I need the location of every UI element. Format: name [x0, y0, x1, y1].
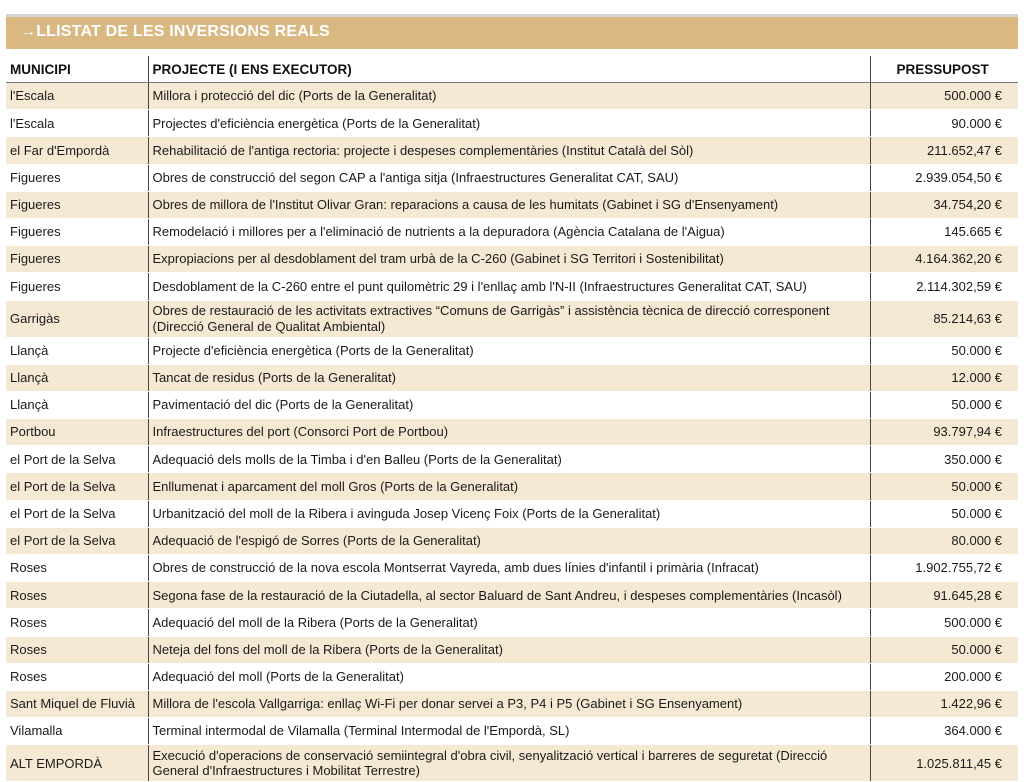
table-row [6, 391, 1018, 418]
projecte-cell: Urbanització del moll de la Ribera i avinguda Josep Vicenç Foix (Ports de la Generalitat) [148, 500, 870, 527]
municipi-cell: Figueres [6, 273, 148, 300]
municipi-cell: el Port de la Selva [6, 473, 148, 500]
municipi-cell: el Port de la Selva [6, 446, 148, 473]
table-row [6, 500, 1018, 527]
municipi-cell: Llançà [6, 364, 148, 391]
municipi-cell: Llançà [6, 337, 148, 364]
table-header-row [6, 56, 1018, 83]
municipi-cell: Garrigàs [6, 300, 148, 337]
municipi-cell: Roses [6, 636, 148, 663]
municipi-cell: Roses [6, 663, 148, 690]
table-row [6, 555, 1018, 582]
projecte-cell: Neteja del fons del moll de la Ribera (Ports de la Generalitat) [148, 636, 870, 663]
pressupost-cell: 50.000 € [870, 391, 1018, 418]
pressupost-cell: 90.000 € [870, 110, 1018, 137]
projecte-cell: Obres de millora de l'Institut Olivar Gran: reparacions a causa de les humitats (Gabinet i SG d'Ensenyament) [148, 191, 870, 218]
projecte-cell: Pavimentació del dic (Ports de la Generalitat) [148, 391, 870, 418]
table-row [6, 718, 1018, 745]
projecte-cell: Adequació del moll de la Ribera (Ports de la Generalitat) [148, 609, 870, 636]
projecte-cell: Adequació de l'espigó de Sorres (Ports de la Generalitat) [148, 527, 870, 554]
table-row [6, 745, 1018, 782]
projecte-cell: Terminal intermodal de Vilamalla (Terminal Intermodal de l'Empordà, SL) [148, 718, 870, 745]
table-row [6, 137, 1018, 164]
pressupost-cell: 500.000 € [870, 83, 1018, 110]
table-row [6, 273, 1018, 300]
municipi-cell: Figueres [6, 218, 148, 245]
column-header-projecte: PROJECTE (I ENS EXECUTOR) [148, 56, 870, 83]
table-row [6, 419, 1018, 446]
pressupost-cell: 80.000 € [870, 527, 1018, 554]
projecte-cell: Millora i protecció del dic (Ports de la Generalitat) [148, 83, 870, 110]
municipi-cell: Portbou [6, 419, 148, 446]
table-row [6, 218, 1018, 245]
municipi-cell: Roses [6, 609, 148, 636]
table-row [6, 110, 1018, 137]
municipi-cell: Figueres [6, 191, 148, 218]
pressupost-cell: 93.797,94 € [870, 419, 1018, 446]
projecte-cell: Remodelació i millores per a l'eliminació de nutrients a la depuradora (Agència Catalana de l'Aigua) [148, 218, 870, 245]
pressupost-cell: 2.939.054,50 € [870, 164, 1018, 191]
municipi-cell: Llançà [6, 391, 148, 418]
projecte-cell: Desdoblament de la C-260 entre el punt quilomètric 29 i l'enllaç amb l'N-II (Infraestructures Generalitat CAT, SAU) [148, 273, 870, 300]
pressupost-cell: 50.000 € [870, 636, 1018, 663]
pressupost-cell: 1.422,96 € [870, 690, 1018, 717]
pressupost-cell: 200.000 € [870, 663, 1018, 690]
projecte-cell: Expropiacions per al desdoblament del tram urbà de la C-260 (Gabinet i SG Territori i Sostenibilitat) [148, 246, 870, 273]
table-row [6, 582, 1018, 609]
table-row [6, 337, 1018, 364]
municipi-cell: Sant Miquel de Fluvià [6, 690, 148, 717]
table-row [6, 300, 1018, 337]
projecte-cell: Obres de construcció del segon CAP a l'antiga sitja (Infraestructures Generalitat CAT, SAU) [148, 164, 870, 191]
projecte-cell: Segona fase de la restauració de la Ciutadella, al sector Baluard de Sant Andreu, i despeses complementàries (Incasòl) [148, 582, 870, 609]
projecte-cell: Projectes d'eficiència energètica (Ports de la Generalitat) [148, 110, 870, 137]
municipi-cell: Roses [6, 555, 148, 582]
table-row [6, 690, 1018, 717]
table-row [6, 364, 1018, 391]
pressupost-cell: 85.214,63 € [870, 300, 1018, 337]
pressupost-cell: 211.652,47 € [870, 137, 1018, 164]
table-row [6, 473, 1018, 500]
pressupost-cell: 50.000 € [870, 337, 1018, 364]
table-row [6, 636, 1018, 663]
projecte-cell: Projecte d'eficiència energètica (Ports de la Generalitat) [148, 337, 870, 364]
pressupost-cell: 1.025.811,45 € [870, 745, 1018, 782]
pressupost-cell: 12.000 € [870, 364, 1018, 391]
table-row [6, 83, 1018, 110]
pressupost-cell: 145.665 € [870, 218, 1018, 245]
municipi-cell: el Far d'Empordà [6, 137, 148, 164]
municipi-cell: l'Escala [6, 110, 148, 137]
municipi-cell: Figueres [6, 164, 148, 191]
pressupost-cell: 50.000 € [870, 500, 1018, 527]
pressupost-cell: 50.000 € [870, 473, 1018, 500]
municipi-cell: el Port de la Selva [6, 527, 148, 554]
pressupost-cell: 2.114.302,59 € [870, 273, 1018, 300]
pressupost-cell: 364.000 € [870, 718, 1018, 745]
table-row [6, 609, 1018, 636]
projecte-cell: Execució d'operacions de conservació semiintegral d'obra civil, senyalització vertical i barreres de seguretat (Direcció General d'Infraestructures i Mobilitat Terrestre) [148, 745, 870, 782]
projecte-cell: Adequació dels molls de la Timba i d'en Balleu (Ports de la Generalitat) [148, 446, 870, 473]
pressupost-cell: 4.164.362,20 € [870, 246, 1018, 273]
pressupost-cell: 34.754,20 € [870, 191, 1018, 218]
table-row [6, 663, 1018, 690]
table-row [6, 246, 1018, 273]
projecte-cell: Tancat de residus (Ports de la Generalitat) [148, 364, 870, 391]
municipi-cell: Vilamalla [6, 718, 148, 745]
municipi-cell: Figueres [6, 246, 148, 273]
table-row [6, 527, 1018, 554]
projecte-cell: Enllumenat i aparcament del moll Gros (Ports de la Generalitat) [148, 473, 870, 500]
table-title: →LLISTAT DE LES INVERSIONS REALS [6, 17, 1018, 49]
table-row [6, 164, 1018, 191]
table-row [6, 191, 1018, 218]
projecte-cell: Adequació del moll (Ports de la Generalitat) [148, 663, 870, 690]
column-header-municipi: MUNICIPI [6, 56, 148, 83]
municipi-cell: Roses [6, 582, 148, 609]
projecte-cell: Millora de l'escola Vallgarriga: enllaç Wi-Fi per donar servei a P3, P4 i P5 (Gabinet i SG Ensenyament) [148, 690, 870, 717]
projecte-cell: Obres de restauració de les activitats extractives “Comuns de Garrigàs” i assistència tècnica de direcció corresponent (Direcció General de Qualitat Ambiental) [148, 300, 870, 337]
pressupost-cell: 91.645,28 € [870, 582, 1018, 609]
projecte-cell: Infraestructures del port (Consorci Port de Portbou) [148, 419, 870, 446]
projecte-cell: Rehabilitació de l'antiga rectoria: projecte i despeses complementàries (Institut Català del Sòl) [148, 137, 870, 164]
pressupost-cell: 500.000 € [870, 609, 1018, 636]
table-row [6, 446, 1018, 473]
municipi-cell: l'Escala [6, 83, 148, 110]
municipi-cell: el Port de la Selva [6, 500, 148, 527]
pressupost-cell: 350.000 € [870, 446, 1018, 473]
municipi-cell: ALT EMPORDÀ [6, 745, 148, 782]
pressupost-cell: 1.902.755,72 € [870, 555, 1018, 582]
projecte-cell: Obres de construcció de la nova escola Montserrat Vayreda, amb dues línies d'infantil i primària (Infracat) [148, 555, 870, 582]
investments-table [6, 56, 1018, 782]
column-header-pressupost: PRESSUPOST [870, 56, 1018, 83]
